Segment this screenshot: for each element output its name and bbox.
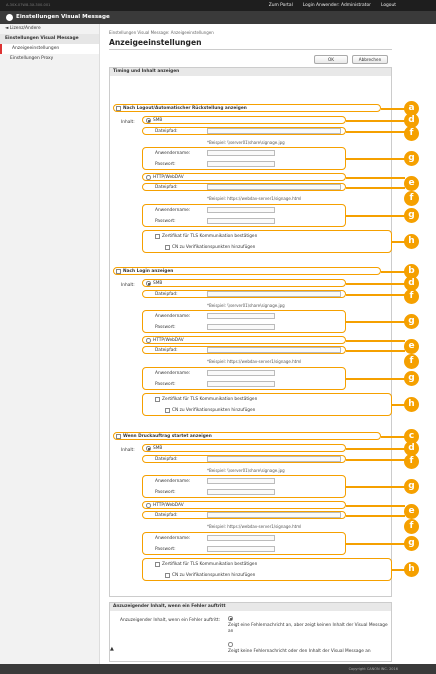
- block-2-smb-password-input[interactable]: [207, 324, 275, 330]
- block-1-smb-radio[interactable]: [146, 118, 151, 123]
- block-3-smb-path-input[interactable]: [207, 456, 341, 462]
- block-2-webdav-auth-badge: g: [404, 371, 419, 386]
- block-3-tls-checkbox[interactable]: [155, 562, 160, 567]
- block-3-smb-path-label: Dateipfad:: [155, 457, 178, 462]
- block-1-webdav-label: HTTP/WebDAV: [153, 175, 184, 180]
- block-3-webdav-username-label: Anwendername:: [155, 536, 191, 541]
- footer: [0, 664, 436, 674]
- block-2-webdav-path-badge: f: [404, 354, 419, 369]
- block-3-webdav-auth-lead: [346, 543, 405, 545]
- block-2-webdav-password-label: Passwort:: [155, 382, 176, 387]
- block-1-smb-auth-lead: [346, 158, 405, 160]
- block-1-webdav-path-label: Dateipfad:: [155, 185, 178, 190]
- block-3-smb-auth-badge: g: [404, 479, 419, 494]
- block-1-show-checkbox[interactable]: [116, 106, 121, 111]
- block-1-webdav-radio[interactable]: [146, 175, 151, 180]
- block-3-content-label: Inhalt:: [121, 448, 135, 453]
- block-2-webdav-label: HTTP/WebDAV: [153, 338, 184, 343]
- block-2-webdav-username-label: Anwendername:: [155, 371, 191, 376]
- error-section-header: Anzuzeigender Inhalt, wenn ein Fehler auftritt: [110, 603, 391, 611]
- block-3-webdav-path-label: Dateipfad:: [155, 513, 178, 518]
- block-3-smb-radio[interactable]: [146, 446, 151, 451]
- block-3-smb-example: *Beispiel: \\server01\share\signage.jpg: [207, 468, 285, 473]
- block-2-cn-checkbox[interactable]: [165, 408, 170, 413]
- block-2-tls-label: Zertifikat für TLS Kommunikation bestätigen: [162, 397, 258, 402]
- block-1-checkbox-lead: [381, 108, 405, 110]
- block-3-webdav-path-lead: [346, 515, 405, 517]
- block-2-webdav-auth-lead: [346, 378, 405, 380]
- back-to-top-link[interactable]: ▲: [110, 646, 114, 652]
- block-1-smb-lead: [346, 120, 405, 122]
- block-3-show-label: Wenn Druckauftrag startet anzeigen: [123, 434, 212, 439]
- block-2-smb-badge: d: [404, 276, 419, 291]
- block-1-smb-path-input[interactable]: [207, 128, 341, 134]
- block-3-badge: c: [404, 429, 419, 444]
- login-username: Administrator: [341, 3, 371, 8]
- sidebar-group-visual-message[interactable]: Einstellungen Visual Message: [0, 34, 99, 44]
- block-3-cn-label: CN zu Verifikationspunkten hinzufügen: [172, 573, 256, 578]
- block-3-smb-label: SMB: [153, 446, 163, 451]
- block-1-smb-path-label: Dateipfad:: [155, 129, 178, 134]
- block-2-webdav-example: *Beispiel: https://webdav-server1/signage.html: [207, 359, 302, 364]
- block-3-smb-username-input[interactable]: [207, 478, 275, 484]
- device-id: A-30X-07W8-3X-300-001: [6, 3, 51, 7]
- main-content: [100, 24, 436, 664]
- block-1-webdav-badge: e: [404, 176, 419, 191]
- block-1-tls-label: Zertifikat für TLS Kommunikation bestätigen: [162, 234, 258, 239]
- block-3-smb-password-input[interactable]: [207, 489, 275, 495]
- block-3-webdav-example: *Beispiel: https://webdav-server1/signage.html: [207, 524, 302, 529]
- block-1-webdav-auth-badge: g: [404, 208, 419, 223]
- block-3-webdav-password-input[interactable]: [207, 546, 275, 552]
- block-1-smb-auth-badge: g: [404, 151, 419, 166]
- block-2-smb-radio[interactable]: [146, 281, 151, 286]
- error-option-2-label: Zeigt keine Fehlernachricht oder den Inhalt der Visual Message an: [228, 649, 371, 654]
- block-3-smb-lead: [346, 448, 405, 450]
- block-3-webdav-radio[interactable]: [146, 503, 151, 508]
- block-1-webdav-example: *Beispiel: https://webdav-server1/signage.html: [207, 196, 302, 201]
- login-user: [303, 3, 371, 8]
- block-1-smb-username-input[interactable]: [207, 150, 275, 156]
- block-2-smb-label: SMB: [153, 281, 163, 286]
- block-1-webdav-path-lead: [346, 187, 405, 189]
- block-2-smb-path-lead: [346, 294, 405, 296]
- block-3-smb-username-label: Anwendername:: [155, 479, 191, 484]
- block-2-smb-example: *Beispiel: \\server01\share\signage.jpg: [207, 303, 285, 308]
- timing-section-header: Timing und Inhalt anzeigen: [110, 68, 391, 76]
- block-3-webdav-badge: e: [404, 504, 419, 519]
- timing-section: [109, 67, 415, 597]
- block-2-content-label: Inhalt:: [121, 283, 135, 288]
- block-3-smb-auth-lead: [346, 486, 405, 488]
- app-logo-icon: [6, 14, 13, 21]
- breadcrumb: Einstellungen Visual Message: Anzeigeeinstellungen: [109, 30, 214, 35]
- sidebar-item-proxy-settings[interactable]: Einstellungen Proxy: [10, 56, 54, 61]
- block-3-webdav-path-input[interactable]: [207, 512, 341, 518]
- block-3-webdav-auth-badge: g: [404, 536, 419, 551]
- sidebar: [0, 24, 100, 664]
- block-2-smb-auth-badge: g: [404, 314, 419, 329]
- ok-button[interactable]: OK: [314, 55, 348, 64]
- block-1-smb-path-badge: f: [404, 126, 419, 141]
- copyright: Copyright CANON INC. 2016: [348, 667, 398, 671]
- title-bar: [0, 11, 436, 24]
- block-1-smb-password-input[interactable]: [207, 161, 275, 167]
- block-1-webdav-password-label: Passwort:: [155, 219, 176, 224]
- block-2-smb-password-label: Passwort:: [155, 325, 176, 330]
- block-2-checkbox-lead: [381, 271, 405, 273]
- error-option-1-radio[interactable]: [228, 616, 233, 621]
- page-title: Anzeigeeinstellungen: [109, 38, 202, 47]
- block-2-show-label: Nach Login anzeigen: [123, 269, 174, 274]
- block-1-show-label: Nach Logout/Automatischer Rückstellung anzeigen: [123, 106, 247, 111]
- block-1-webdav-path-input[interactable]: [207, 184, 341, 190]
- block-3-webdav-username-input[interactable]: [207, 535, 275, 541]
- block-2-webdav-path-label: Dateipfad:: [155, 348, 178, 353]
- block-3-cn-checkbox[interactable]: [165, 573, 170, 578]
- block-3-tls-badge: h: [404, 562, 419, 577]
- block-2-webdav-radio[interactable]: [146, 338, 151, 343]
- block-1-webdav-path-badge: f: [404, 191, 419, 206]
- login-label: Login Anwender:: [302, 3, 340, 8]
- block-1-smb-password-label: Passwort:: [155, 162, 176, 167]
- block-1-tls-checkbox[interactable]: [155, 234, 160, 239]
- block-2-tls-badge: h: [404, 397, 419, 412]
- block-3-smb-badge: d: [404, 441, 419, 456]
- block-2-show-checkbox[interactable]: [116, 269, 121, 274]
- portal-link[interactable]: Zum Portal: [268, 3, 293, 8]
- block-3-checkbox-lead: [381, 436, 405, 438]
- block-2-smb-lead: [346, 283, 405, 285]
- block-2-webdav-path-lead: [346, 350, 405, 352]
- block-1-smb-label: SMB: [153, 118, 163, 123]
- block-3-webdav-path-badge: f: [404, 519, 419, 534]
- block-3-webdav-lead: [346, 505, 405, 507]
- block-1-smb-username-label: Anwendername:: [155, 151, 191, 156]
- block-1-webdav-username-label: Anwendername:: [155, 208, 191, 213]
- block-1-smb-path-lead: [346, 131, 405, 133]
- block-1-smb-badge: d: [404, 113, 419, 128]
- block-1-cn-checkbox[interactable]: [165, 245, 170, 250]
- title-divider: [109, 49, 392, 50]
- block-1-tls-badge: h: [404, 234, 419, 249]
- block-2-webdav-username-input[interactable]: [207, 370, 275, 376]
- block-2-badge: b: [404, 264, 419, 279]
- block-3-webdav-password-label: Passwort:: [155, 547, 176, 552]
- block-3-smb-password-label: Passwort:: [155, 490, 176, 495]
- top-bar-links: [269, 3, 396, 8]
- block-2-smb-path-label: Dateipfad:: [155, 292, 178, 297]
- block-3-webdav-label: HTTP/WebDAV: [153, 503, 184, 508]
- block-2-smb-username-input[interactable]: [207, 313, 275, 319]
- block-1-webdav-auth-lead: [346, 215, 405, 217]
- block-1-webdav-password-input[interactable]: [207, 218, 275, 224]
- block-3-show-checkbox[interactable]: [116, 434, 121, 439]
- app-title: Einstellungen Visual Message: [16, 14, 110, 20]
- top-bar: [0, 0, 436, 11]
- block-2-cn-label: CN zu Verifikationspunkten hinzufügen: [172, 408, 256, 413]
- block-2-smb-path-input[interactable]: [207, 291, 341, 297]
- block-2-webdav-badge: e: [404, 339, 419, 354]
- error-option-2-radio[interactable]: [228, 642, 233, 647]
- sidebar-item-display-settings[interactable]: Anzeigeeinstellungen: [0, 44, 99, 54]
- block-1-webdav-username-input[interactable]: [207, 207, 275, 213]
- error-section: [109, 602, 392, 662]
- block-2-smb-username-label: Anwendername:: [155, 314, 191, 319]
- block-1-content-label: Inhalt:: [121, 120, 135, 125]
- block-3-smb-path-badge: f: [404, 454, 419, 469]
- logout-link[interactable]: Logout: [380, 3, 396, 8]
- block-1-smb-example: *Beispiel: \\server01\share\signage.jpg: [207, 140, 285, 145]
- block-2-webdav-path-input[interactable]: [207, 347, 341, 353]
- error-option-1-label: Zeigt eine Fehlernachricht an, aber zeigt keinen Inhalt der Visual Message an: [228, 623, 388, 634]
- cancel-button[interactable]: Abbrechen: [352, 55, 388, 64]
- block-1-cn-label: CN zu Verifikationspunkten hinzufügen: [172, 245, 256, 250]
- block-2-webdav-lead: [346, 340, 405, 342]
- block-2-tls-checkbox[interactable]: [155, 397, 160, 402]
- block-1-webdav-lead: [346, 177, 405, 179]
- block-2-webdav-password-input[interactable]: [207, 381, 275, 387]
- block-3-smb-path-lead: [346, 459, 405, 461]
- block-2-smb-highlight: [142, 279, 346, 287]
- error-content-label: Anzuzeigender Inhalt, wenn ein Fehler auftritt:: [120, 618, 221, 623]
- block-3-tls-label: Zertifikat für TLS Kommunikation bestätigen: [162, 562, 258, 567]
- block-2-smb-path-badge: f: [404, 289, 419, 304]
- sidebar-back-link[interactable]: ◄ Lizenz/Andere: [5, 26, 41, 31]
- block-3-smb-highlight: [142, 444, 346, 452]
- block-1-badge: a: [404, 101, 419, 116]
- block-2-smb-auth-lead: [346, 321, 405, 323]
- block-1-smb-highlight: [142, 116, 346, 124]
